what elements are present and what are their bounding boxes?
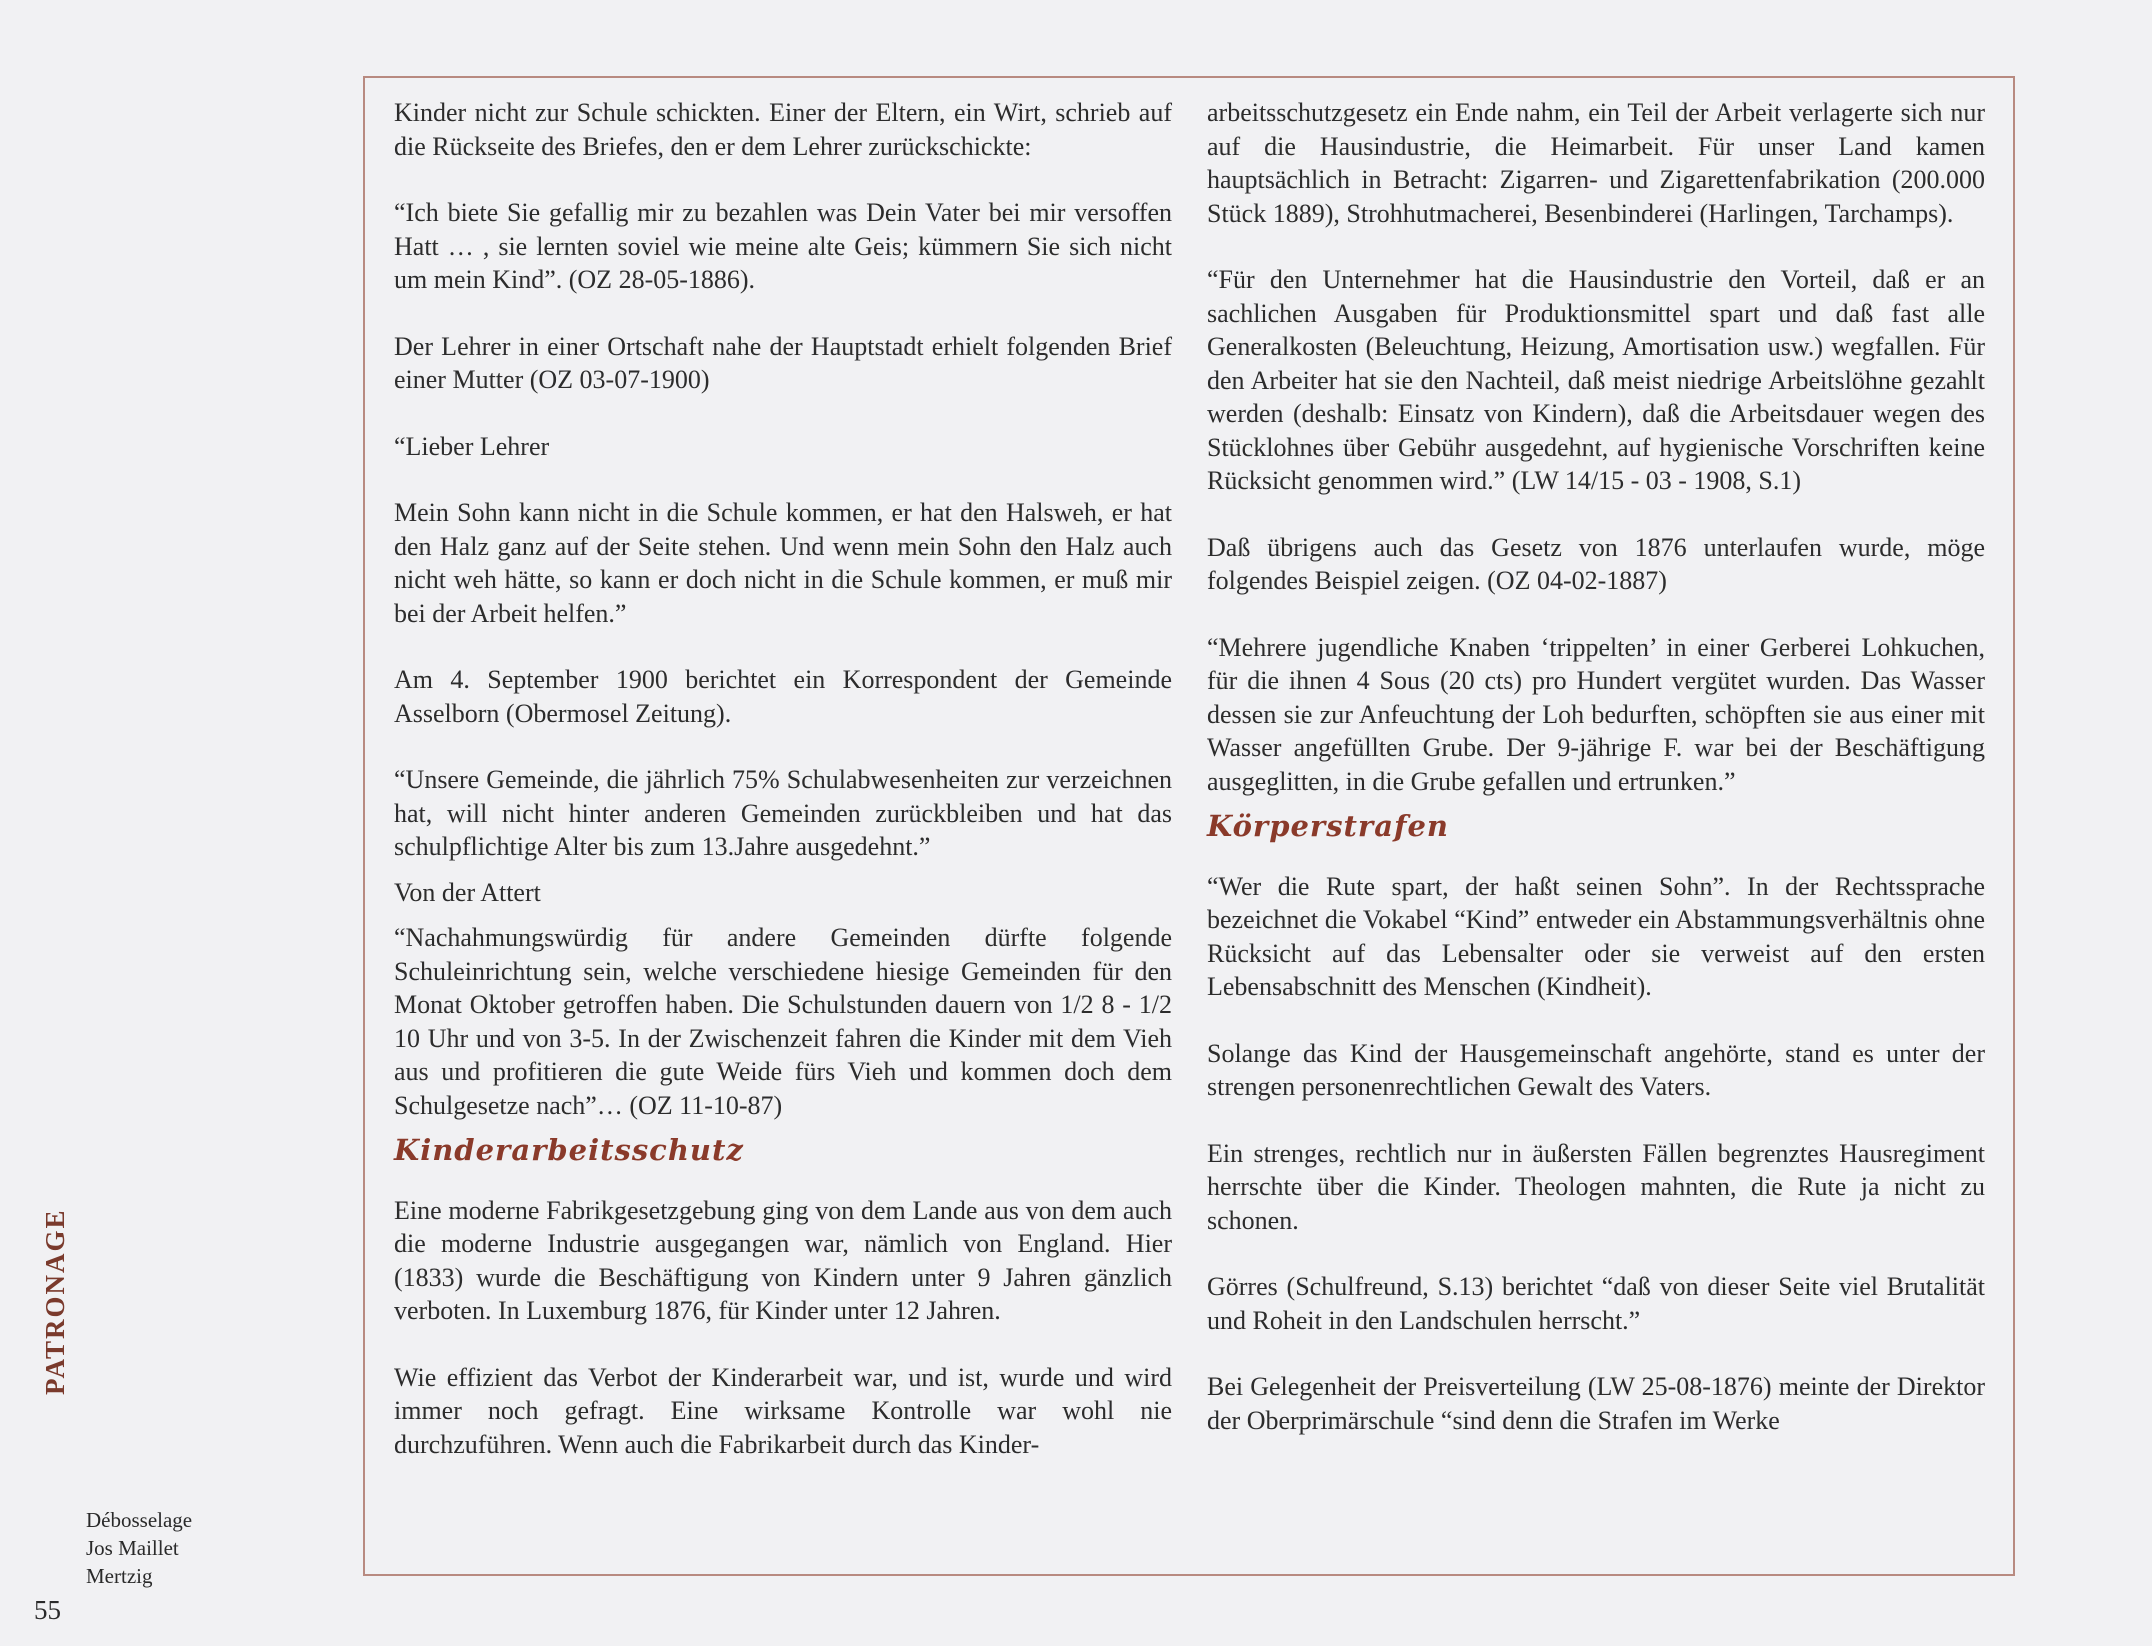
paragraph: arbeitsschutzgesetz ein Ende nahm, ein Teil der Arbeit verlagerte sich nur auf die Hausindustrie, die Heimarbeit. Für unser Land kamen hauptsächlich in Betracht: Zigarren- und Zigarettenfabrikation (200.000 Stück 1889), Strohhutmacherei, Besenbinderei (Harlingen, Tarchamps). xyxy=(1207,98,1985,228)
credit-line: Jos Maillet xyxy=(86,1536,179,1560)
quote-paragraph: “Unsere Gemeinde, die jährlich 75% Schulabwesenheiten zur verzeichnen hat, will nicht hinter anderen Gemeinden zurückbleiben und hat das schulpflichtige Alter bis zum 13.Jahre ausgedehnt.” xyxy=(394,765,1172,861)
credit-line: Débosselage xyxy=(86,1508,193,1532)
section-heading: Kinderarbeitsschutz xyxy=(394,1133,744,1167)
left-column xyxy=(394,96,1172,1494)
paragraph: Wie effizient das Verbot der Kinderarbeit war, und ist, wurde und wird immer noch gefragt. Eine wirksame Kontrolle war wohl nie durchzuführen. Wenn auch die Fabrikarbeit durch das Kinder- xyxy=(394,1362,1172,1459)
paragraph: Solange das Kind der Hausgemeinschaft angehörte, stand es unter der strengen personenrechtlichen Gewalt des Vaters. xyxy=(1207,1038,1985,1101)
paragraph: Am 4. September 1900 berichtet ein Korrespondent der Gemeinde Asselborn (Obermosel Zeitung). xyxy=(394,665,1172,728)
paragraph: Der Lehrer in einer Ortschaft nahe der Hauptstadt erhielt folgenden Brief einer Mutter (OZ 03-07-1900) xyxy=(394,331,1172,394)
section-label: PATRONAGE xyxy=(40,1208,70,1395)
quote-paragraph: “Lieber Lehrer xyxy=(394,431,550,461)
paragraph: Eine moderne Fabrikgesetzgebung ging von dem Lande aus von dem auch die moderne Industrie ausgegangen war, nämlich von England. Hier (1833) wurde die Beschäftigung von Kindern unter 9 Jahren gänzlich verboten. In Luxemburg 1876, für Kinder unter 12 Jahren. xyxy=(394,1195,1172,1325)
quote-paragraph: “Nachahmungswürdig für andere Gemeinden dürfte folgende Schuleinrichtung sein, welche verschiedene hiesige Gemeinden für den Monat Oktober getroffen haben. Die Schulstunden dauern von 1/2 8 - 1/2 10 Uhr und von 3-5. In der Zwischenzeit fahren die Kinder mit dem Vieh aus und profitieren die gute Weide fürs Vieh und kommen doch dem Schulgesetze nach”… (OZ 11-10-87) xyxy=(394,923,1172,1120)
section-heading: Körperstrafen xyxy=(1207,809,1449,843)
paragraph: Kinder nicht zur Schule schickten. Einer der Eltern, ein Wirt, schrieb auf die Rückseite des Briefes, den er dem Lehrer zurückschickte: xyxy=(394,98,1172,161)
paragraph: Bei Gelegenheit der Preisverteilung (LW 25-08-1876) meinte der Direktor der Oberprimärschule “sind denn die Strafen im Werke xyxy=(1207,1372,1985,1435)
page-number: 55 xyxy=(34,1595,61,1625)
paragraph: Ein strenges, rechtlich nur in äußersten Fällen begrenztes Hausregiment herrschte über die Kinder. Theologen mahnten, die Rute ja nicht zu schonen. xyxy=(1207,1138,1985,1235)
quote-paragraph: “Für den Unternehmer hat die Hausindustrie den Vorteil, daß er an sachlichen Ausgaben für Produktionsmittel spart und daß fast alle Generalkosten (Beleuchtung, Heizung, Amortisation usw.) wegfallen. Für den Arbeiter hat sie den Nachteil, daß meist niedrige Arbeitslöhne gezahlt werden (deshalb: Einsatz von Kindern), daß die Arbeitsdauer wegen des Stücklohnes über Gebühr ausgedehnt, auf hygienische Vorschriften keine Rücksicht genommen wird.” (LW 14/15 - 03 - 1908, S.1) xyxy=(1207,265,1985,495)
credit-line: Mertzig xyxy=(86,1564,153,1588)
quote-paragraph: “Mehrere jugendliche Knaben ‘trippelten’ in einer Gerberei Lohkuchen, für die ihnen 4 Sous (20 cts) pro Hundert vergütet wurden. Das Wasser dessen sie zur Anfeuchtung der Loh bedurften, schöpften sie aus einer mit Wasser angefüllten Grube. Der 9-jährige F. war bei der Beschäftigung ausgeglitten, in die Grube gefallen und ertrunken.” xyxy=(1207,632,1985,796)
quote-paragraph: Mein Sohn kann nicht in die Schule kommen, er hat den Halsweh, er hat den Halz ganz auf der Seite stehen. Und wenn mein Sohn den Halz auch nicht weh hätte, so kann er doch nicht in die Schule kommen, er muß mir bei der Arbeit helfen.” xyxy=(394,498,1172,628)
paragraph: “Wer die Rute spart, der haßt seinen Sohn”. In der Rechtssprache bezeichnet die Vokabel “Kind” entweder ein Abstammungsverhältnis ohne Rücksicht auf das Lebensalter oder sie verweist auf den ersten Lebensabschnitt des Menschen (Kindheit). xyxy=(1207,871,1985,1001)
right-column xyxy=(1207,96,1985,1470)
paragraph: Görres (Schulfreund, S.13) berichtet “daß von dieser Seite viel Brutalität und Roheit in den Landschulen herrscht.” xyxy=(1207,1272,1985,1335)
paragraph: Von der Attert xyxy=(394,877,541,907)
paragraph: Daß übrigens auch das Gesetz von 1876 unterlaufen wurde, möge folgendes Beispiel zeigen. (OZ 04-02-1887) xyxy=(1207,532,1985,595)
image-credit xyxy=(86,1506,192,1590)
quote-paragraph: “Ich biete Sie gefallig mir zu bezahlen was Dein Vater bei mir versoffen Hatt … , sie lernten soviel wie meine alte Geis; kümmern Sie sich nicht um mein Kind”. (OZ 28-05-1886). xyxy=(394,198,1172,294)
